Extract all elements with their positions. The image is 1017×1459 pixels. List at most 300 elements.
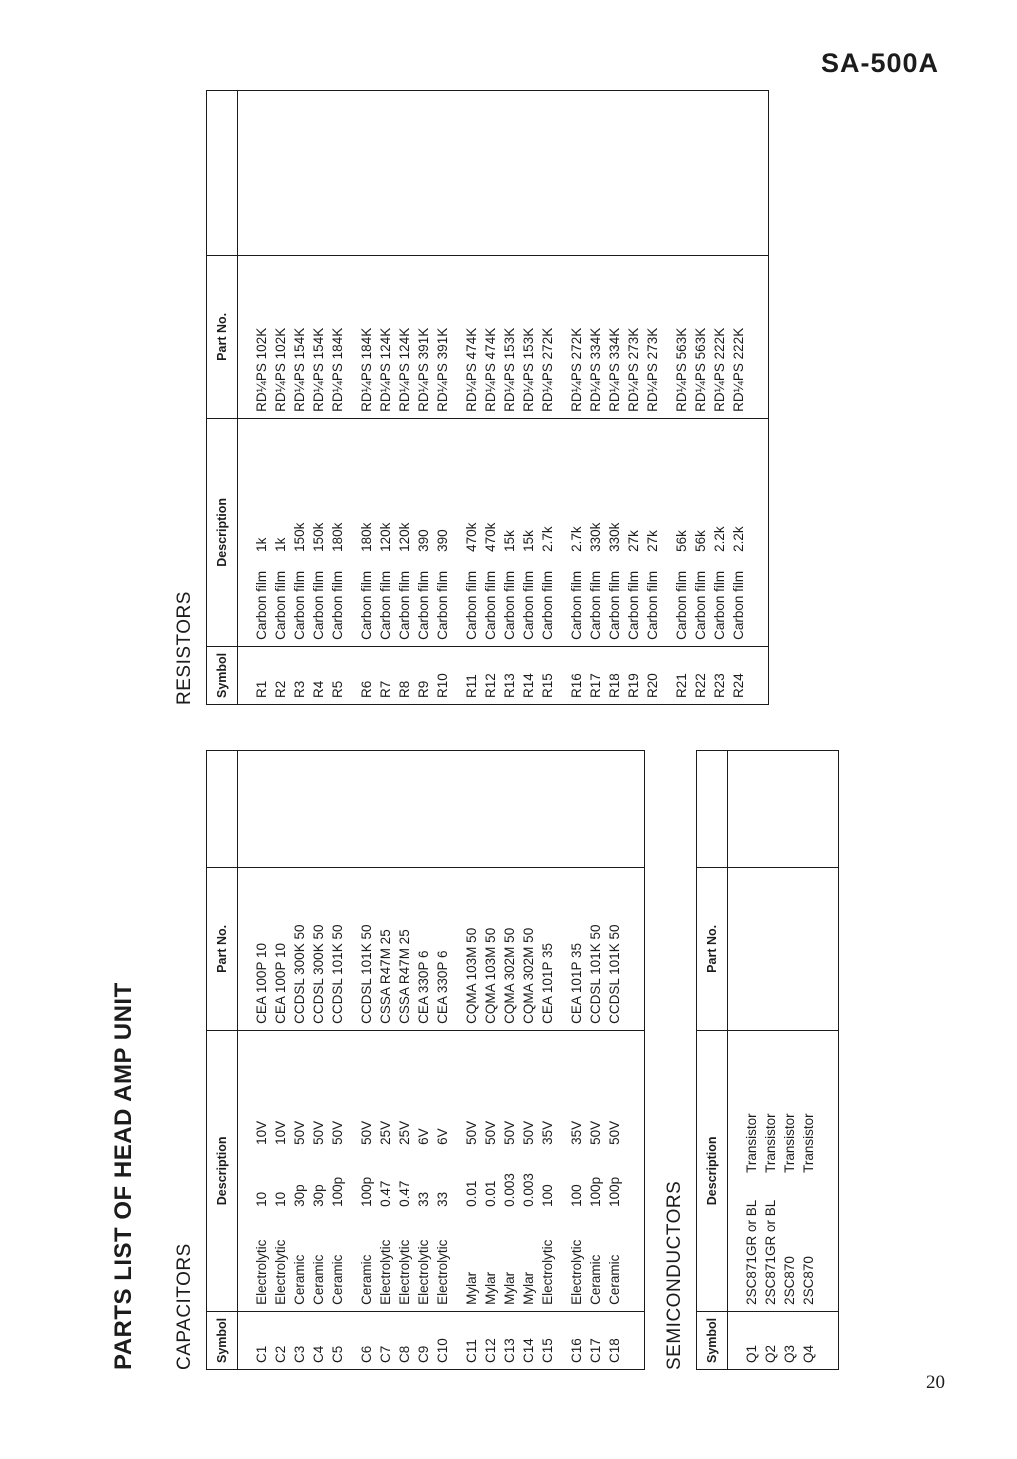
component-value: 2.2k [731, 526, 746, 552]
component-value: 2.7k [569, 526, 584, 552]
part-no-cell [586, 255, 605, 418]
blank-cell [328, 751, 347, 868]
part-no-cell [624, 255, 643, 418]
voltage-rating: 35V [540, 1120, 555, 1145]
component-value: 56k [693, 530, 708, 552]
component-value: 120k [378, 522, 393, 552]
symbol-cell [290, 646, 309, 704]
table-row [395, 751, 414, 1370]
table-row [238, 91, 272, 705]
component-value: 10 [254, 1191, 269, 1207]
blank-cell [290, 91, 309, 256]
component-type: Electrolytic [254, 1239, 269, 1305]
component-type: Mylar [483, 1271, 498, 1305]
description-cell [347, 1030, 376, 1311]
table-row [238, 751, 272, 1370]
table-row [433, 751, 452, 1370]
part-no-cell [376, 867, 395, 1030]
part-symbol: C2 [273, 1345, 288, 1363]
component-description: Transistor [744, 1113, 759, 1173]
component-type: Carbon film [569, 570, 584, 640]
table-row [271, 751, 290, 1370]
part-symbol: C6 [359, 1345, 374, 1363]
part-no-cell [433, 255, 452, 418]
part-symbol: R19 [626, 673, 641, 698]
symbol-cell [586, 646, 605, 704]
blank-cell [500, 91, 519, 256]
blank-cell [433, 91, 452, 256]
symbol-cell [799, 1311, 839, 1369]
table-row [414, 751, 433, 1370]
part-symbol: R11 [464, 674, 479, 698]
table-row [290, 751, 309, 1370]
capacitors-table [206, 750, 645, 1370]
table-row [500, 91, 519, 705]
component-type: Carbon film [731, 570, 746, 640]
part-symbol: C13 [502, 1338, 517, 1363]
component-value: 2.2k [712, 526, 727, 552]
part-number: RD¼PS 222K [731, 327, 746, 412]
part-symbol: R4 [311, 680, 326, 698]
page-title: PARTS LIST OF HEAD AMP UNIT [110, 982, 137, 1370]
description-cell [414, 418, 433, 646]
page-number: 20 [926, 1372, 945, 1393]
component-type: Carbon film [378, 570, 393, 640]
component-type: Ceramic [311, 1254, 326, 1305]
symbol-cell [452, 1311, 481, 1369]
semiconductors-table [696, 750, 839, 1370]
symbol-cell [481, 646, 500, 704]
part-number: RD¼PS 272K [569, 327, 584, 412]
component-value: 1k [273, 537, 288, 552]
description-cell [500, 1030, 519, 1311]
part-symbol: C14 [521, 1338, 536, 1363]
component-value: 100 [569, 1184, 584, 1207]
description-cell [538, 1030, 557, 1311]
blank-cell [519, 751, 538, 868]
description-cell [271, 418, 290, 646]
symbol-cell [395, 646, 414, 704]
part-number: CEA 330P 6 [416, 950, 431, 1024]
component-type: Carbon film [674, 570, 689, 640]
component-value: 56k [674, 530, 689, 552]
description-cell [309, 1030, 328, 1311]
description-cell [238, 1030, 272, 1311]
blank-cell [557, 91, 586, 256]
table-row [452, 751, 481, 1370]
part-symbol: R24 [731, 673, 746, 698]
blank-cell [433, 751, 452, 868]
blank-cell [271, 751, 290, 868]
model-number: SA-500A [820, 48, 939, 78]
component-value: 470k [464, 522, 479, 552]
table-row [309, 751, 328, 1370]
component-value: 330k [607, 522, 622, 552]
part-symbol: R7 [378, 680, 393, 698]
component-value: 1k [254, 537, 269, 552]
component-value: 100p [588, 1176, 603, 1207]
component-value: 100p [607, 1176, 622, 1207]
symbol-cell [710, 646, 729, 704]
part-number: RD¼PS 102K [254, 327, 269, 412]
table-row [729, 91, 769, 705]
description-cell [376, 1030, 395, 1311]
component-type: 2SC870 [801, 1256, 816, 1305]
part-no-cell [761, 867, 780, 1030]
symbol-cell [414, 646, 433, 704]
voltage-rating: 6V [435, 1128, 450, 1145]
symbol-cell [376, 646, 395, 704]
description-cell [347, 418, 376, 646]
component-type: Carbon film [416, 570, 431, 640]
blank-cell [780, 751, 799, 868]
component-type: Electrolytic [569, 1239, 584, 1305]
description-cell [605, 1030, 645, 1311]
part-symbol: R8 [397, 680, 412, 698]
component-value: 27k [626, 530, 641, 552]
table-row [328, 91, 347, 705]
table-row [376, 91, 395, 705]
part-symbol: C16 [569, 1338, 584, 1363]
table-row [290, 91, 309, 705]
part-symbol: Q2 [763, 1344, 778, 1363]
part-symbol: Q3 [782, 1344, 797, 1363]
component-type: Electrolytic [435, 1239, 450, 1305]
table-row [481, 91, 500, 705]
part-number: CCDSL 300K 50 [311, 924, 326, 1024]
resistors-table [206, 90, 769, 705]
symbol-cell [376, 1311, 395, 1369]
description-cell [238, 418, 272, 646]
table-row [328, 751, 347, 1370]
table-row [586, 91, 605, 705]
part-number: CEA 100P 10 [273, 943, 288, 1024]
part-number: CSSA R47M 25 [397, 929, 412, 1024]
symbol-cell [538, 646, 557, 704]
part-symbol: C12 [483, 1338, 498, 1363]
component-type: Ceramic [359, 1254, 374, 1305]
blank-header [207, 751, 238, 868]
symbol-cell [729, 646, 769, 704]
part-no-cell [452, 867, 481, 1030]
part-no-cell [729, 255, 769, 418]
description-cell [452, 418, 481, 646]
voltage-rating: 10V [273, 1120, 288, 1145]
table-row [376, 751, 395, 1370]
description-cell [414, 1030, 433, 1311]
table-row [395, 91, 414, 705]
part-no-cell [519, 867, 538, 1030]
description-cell [780, 1030, 799, 1311]
symbol-cell [662, 646, 691, 704]
blank-cell [452, 91, 481, 256]
part-number: CCDSL 101K 50 [359, 924, 374, 1024]
blank-cell [761, 751, 780, 868]
blank-header [697, 751, 728, 868]
part-no-cell [271, 867, 290, 1030]
part-no-cell [605, 867, 645, 1030]
component-type: Carbon film [483, 570, 498, 640]
table-row [586, 751, 605, 1370]
part-no-cell [481, 255, 500, 418]
table-row [643, 91, 662, 705]
table-row [538, 751, 557, 1370]
description-cell [481, 418, 500, 646]
rotated-parts-sheet [110, 90, 910, 1370]
description-cell [799, 1030, 839, 1311]
component-type: Carbon film [693, 570, 708, 640]
part-symbol: Q4 [801, 1344, 816, 1363]
table-row [557, 91, 586, 705]
symbol-cell [271, 646, 290, 704]
part-no-cell [481, 867, 500, 1030]
part-no-cell [500, 255, 519, 418]
part-no-cell [347, 255, 376, 418]
table-row [624, 91, 643, 705]
component-description: Transistor [763, 1113, 778, 1173]
description-header: Description [207, 418, 238, 646]
component-type: Carbon film [607, 570, 622, 640]
part-no-cell [500, 867, 519, 1030]
component-value: 180k [359, 522, 374, 552]
table-row [662, 91, 691, 705]
blank-cell [662, 91, 691, 256]
symbol-cell [728, 1311, 762, 1369]
component-value: 180k [330, 522, 345, 552]
symbol-cell [643, 646, 662, 704]
component-value: 15k [502, 530, 517, 552]
part-symbol: C4 [311, 1345, 326, 1363]
part-number: CCDSL 300K 50 [292, 924, 307, 1024]
table-row [519, 751, 538, 1370]
part-number: RD¼PS 184K [359, 327, 374, 412]
part-symbol: R23 [712, 673, 727, 698]
part-number: CEA 100P 10 [254, 943, 269, 1024]
part-no-cell [662, 255, 691, 418]
part-number: RD¼PS 153K [502, 327, 517, 412]
blank-cell [328, 91, 347, 256]
voltage-rating: 6V [416, 1128, 431, 1145]
blank-cell [586, 751, 605, 868]
component-value: 100p [359, 1176, 374, 1207]
component-type: Ceramic [292, 1254, 307, 1305]
component-type: Carbon film [292, 570, 307, 640]
part-number: RD¼PS 124K [378, 327, 393, 412]
table-row [538, 91, 557, 705]
part-no-cell [433, 867, 452, 1030]
description-cell [586, 418, 605, 646]
symbol-cell [691, 646, 710, 704]
description-cell [481, 1030, 500, 1311]
table-row [414, 91, 433, 705]
voltage-rating: 50V [359, 1120, 374, 1145]
component-value: 0.003 [521, 1173, 536, 1207]
component-type: Carbon film [435, 570, 450, 640]
semiconductors-heading: SEMICONDUCTORS [664, 1180, 685, 1370]
part-no-header: Part No. [207, 867, 238, 1030]
part-symbol: C15 [540, 1338, 555, 1363]
part-symbol: C1 [254, 1345, 269, 1363]
symbol-cell [328, 1311, 347, 1369]
symbol-cell [624, 646, 643, 704]
part-no-cell [414, 255, 433, 418]
component-type: Carbon film [330, 570, 345, 640]
component-value: 33 [435, 1191, 450, 1207]
part-number: CQMA 302M 50 [502, 927, 517, 1024]
component-type: Ceramic [588, 1254, 603, 1305]
part-number: RD¼PS 153K [521, 327, 536, 412]
part-symbol: R21 [674, 673, 689, 698]
description-cell [728, 1030, 762, 1311]
component-type: Electrolytic [416, 1239, 431, 1305]
blank-cell [376, 91, 395, 256]
component-type: Carbon film [464, 570, 479, 640]
table-row [605, 751, 645, 1370]
voltage-rating: 50V [330, 1120, 345, 1145]
component-value: 0.47 [378, 1180, 393, 1207]
blank-cell [799, 751, 839, 868]
blank-cell [624, 91, 643, 256]
component-value: 33 [416, 1191, 431, 1207]
blank-cell [557, 751, 586, 868]
component-type: Mylar [521, 1271, 536, 1305]
voltage-rating: 50V [607, 1120, 622, 1145]
blank-cell [710, 91, 729, 256]
resistors-heading: RESISTORS [174, 591, 195, 705]
blank-cell [309, 751, 328, 868]
part-no-header: Part No. [207, 255, 238, 418]
description-cell [433, 1030, 452, 1311]
part-no-cell [586, 867, 605, 1030]
component-type: 2SC870 [782, 1256, 797, 1305]
part-number: RD¼PS 102K [273, 327, 288, 412]
component-type: 2SC871GR or BL [763, 1199, 778, 1305]
part-symbol: C18 [607, 1338, 622, 1363]
component-value: 27k [645, 530, 660, 552]
part-symbol: C3 [292, 1345, 307, 1363]
part-symbol: R13 [502, 673, 517, 698]
part-number: CEA 101P 35 [569, 943, 584, 1024]
description-cell [605, 418, 624, 646]
part-symbol: R9 [416, 680, 431, 698]
component-value: 0.01 [483, 1180, 498, 1207]
part-no-cell [538, 255, 557, 418]
table-row [309, 91, 328, 705]
part-symbol: C17 [588, 1338, 603, 1363]
component-type: Ceramic [607, 1254, 622, 1305]
symbol-cell [605, 1311, 645, 1369]
table-row [605, 91, 624, 705]
blank-cell [271, 91, 290, 256]
symbol-cell [433, 1311, 452, 1369]
component-type: Electrolytic [397, 1239, 412, 1305]
component-value: 0.01 [464, 1180, 479, 1207]
voltage-rating: 50V [464, 1120, 479, 1145]
blank-cell [519, 91, 538, 256]
symbol-cell [557, 1311, 586, 1369]
table-row [433, 91, 452, 705]
description-cell [662, 418, 691, 646]
description-cell [290, 418, 309, 646]
component-value: 100 [540, 1184, 555, 1207]
symbol-cell [761, 1311, 780, 1369]
description-cell [433, 418, 452, 646]
part-symbol: R2 [273, 680, 288, 698]
component-value: 10 [273, 1191, 288, 1207]
voltage-rating: 25V [378, 1120, 393, 1145]
blank-cell [586, 91, 605, 256]
table-row [481, 751, 500, 1370]
symbol-cell [605, 646, 624, 704]
symbol-cell [309, 646, 328, 704]
symbol-cell [290, 1311, 309, 1369]
symbol-cell [395, 1311, 414, 1369]
component-description: Transistor [801, 1113, 816, 1173]
part-no-cell [238, 867, 272, 1030]
component-type: Mylar [502, 1271, 517, 1305]
component-value: 0.47 [397, 1180, 412, 1207]
part-symbol: R3 [292, 680, 307, 698]
table-row [271, 91, 290, 705]
component-type: Electrolytic [273, 1239, 288, 1305]
blank-cell [290, 751, 309, 868]
table-row [452, 91, 481, 705]
symbol-cell [433, 646, 452, 704]
blank-cell [605, 91, 624, 256]
blank-cell [395, 751, 414, 868]
component-type: Mylar [464, 1271, 479, 1305]
part-number: RD¼PS 272K [540, 327, 555, 412]
symbol-cell [519, 646, 538, 704]
description-cell [395, 1030, 414, 1311]
part-number: RD¼PS 222K [712, 327, 727, 412]
part-no-header: Part No. [697, 867, 728, 1030]
part-no-cell [309, 867, 328, 1030]
symbol-cell [500, 646, 519, 704]
component-value: 2.7k [540, 526, 555, 552]
part-number: CCDSL 101K 50 [607, 924, 622, 1024]
component-type: 2SC871GR or BL [744, 1199, 759, 1305]
component-value: 120k [397, 522, 412, 552]
component-value: 30p [311, 1184, 326, 1207]
part-symbol: R5 [330, 680, 345, 698]
description-cell [710, 418, 729, 646]
component-type: Carbon film [540, 570, 555, 640]
voltage-rating: 35V [569, 1120, 584, 1145]
capacitors-heading: CAPACITORS [174, 1243, 195, 1370]
part-number: RD¼PS 273K [626, 327, 641, 412]
description-cell [328, 418, 347, 646]
part-no-cell [238, 255, 272, 418]
part-number: RD¼PS 184K [330, 327, 345, 412]
blank-cell [728, 751, 762, 868]
part-symbol: C5 [330, 1345, 345, 1363]
component-type: Carbon film [626, 570, 641, 640]
description-cell [519, 1030, 538, 1311]
part-symbol: R10 [435, 673, 450, 698]
part-no-cell [309, 255, 328, 418]
symbol-header: Symbol [207, 646, 238, 704]
blank-cell [643, 91, 662, 256]
symbol-cell [414, 1311, 433, 1369]
description-cell [395, 418, 414, 646]
part-no-cell [452, 255, 481, 418]
symbol-cell [557, 646, 586, 704]
symbol-cell [271, 1311, 290, 1369]
description-cell [538, 418, 557, 646]
table-row [710, 91, 729, 705]
part-no-cell [414, 867, 433, 1030]
